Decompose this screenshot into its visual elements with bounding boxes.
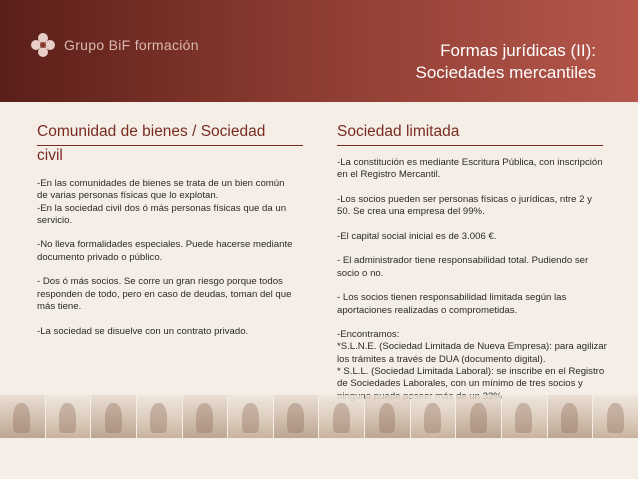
people-photo xyxy=(593,395,638,438)
page-title xyxy=(416,40,596,84)
right-divider xyxy=(337,145,603,146)
header-banner xyxy=(0,0,638,102)
right-paragraph: - El administrador tiene responsabilidad total. Pudiendo ser socio o no. xyxy=(337,255,589,279)
left-body xyxy=(37,178,293,338)
title-line-2: Sociedades mercantiles xyxy=(415,63,596,82)
right-paragraph: - Los socios tienen responsabilidad limitada según las aportaciones realizadas o comprometidas. xyxy=(337,292,567,316)
left-paragraph: -En la sociedad civil dos ó más personas físicas que da un servicio. xyxy=(37,202,287,226)
people-photo xyxy=(228,395,273,438)
left-divider xyxy=(37,145,303,146)
people-photo xyxy=(456,395,501,438)
left-heading-line-1: Comunidad de bienes / Sociedad xyxy=(37,123,266,140)
left-paragraph: - Dos ó más socios. Se corre un gran riesgo porque todos responden de todo, pero en caso de deudas, toman del que más tiene. xyxy=(37,276,292,312)
right-body xyxy=(337,157,607,403)
logo xyxy=(30,32,199,58)
right-heading xyxy=(337,121,459,143)
left-paragraph: -En las comunidades de bienes se trata de un bien común de varias personas físicas que lo explotan. xyxy=(37,178,285,202)
logo-flower-icon xyxy=(30,32,56,58)
people-photo xyxy=(0,395,45,438)
people-photo xyxy=(365,395,410,438)
left-heading xyxy=(37,121,265,143)
footer-band xyxy=(0,438,638,479)
people-photo xyxy=(274,395,319,438)
people-photo xyxy=(91,395,136,438)
people-photo xyxy=(319,395,364,438)
right-paragraph: -La constitución es mediante Escritura Pública, con inscripción en el Registro Mercantil. xyxy=(337,157,603,181)
right-paragraph: -Encontramos: xyxy=(337,329,400,341)
left-heading-line-2: civil xyxy=(37,147,63,164)
people-photo xyxy=(411,395,456,438)
title-line-1: Formas jurídicas (II): xyxy=(440,41,596,60)
left-heading-continued xyxy=(37,145,63,167)
right-paragraph: *S.L.N.E. (Sociedad Limitada de Nueva Empresa): para agilizar los trámites a través de DUA (documento digital). xyxy=(337,341,607,365)
people-photo xyxy=(502,395,547,438)
right-heading-text: Sociedad limitada xyxy=(337,123,460,140)
photo-strip xyxy=(0,395,638,438)
people-photo xyxy=(46,395,91,438)
people-photo xyxy=(548,395,593,438)
left-paragraph: -La sociedad se disuelve con un contrato privado. xyxy=(37,325,249,337)
logo-text: Grupo BiF formación xyxy=(64,37,199,53)
right-paragraph: -El capital social inicial es de 3.006 €. xyxy=(337,230,497,242)
people-photo xyxy=(183,395,228,438)
people-photo xyxy=(137,395,182,438)
right-paragraph: * S.L.L. (Sociedad Limitada Laboral): se inscribe en el Registro de Sociedades Laborales, con un mínimo de tres socios y xyxy=(337,366,605,390)
right-paragraph: -Los socios pueden ser personas físicas o jurídicas, ntre 2 y 50. Se crea una empresa del 99%. xyxy=(337,193,592,218)
left-paragraph: -No lleva formalidades especiales. Puede hacerse mediante documento privado o público. xyxy=(37,239,293,263)
